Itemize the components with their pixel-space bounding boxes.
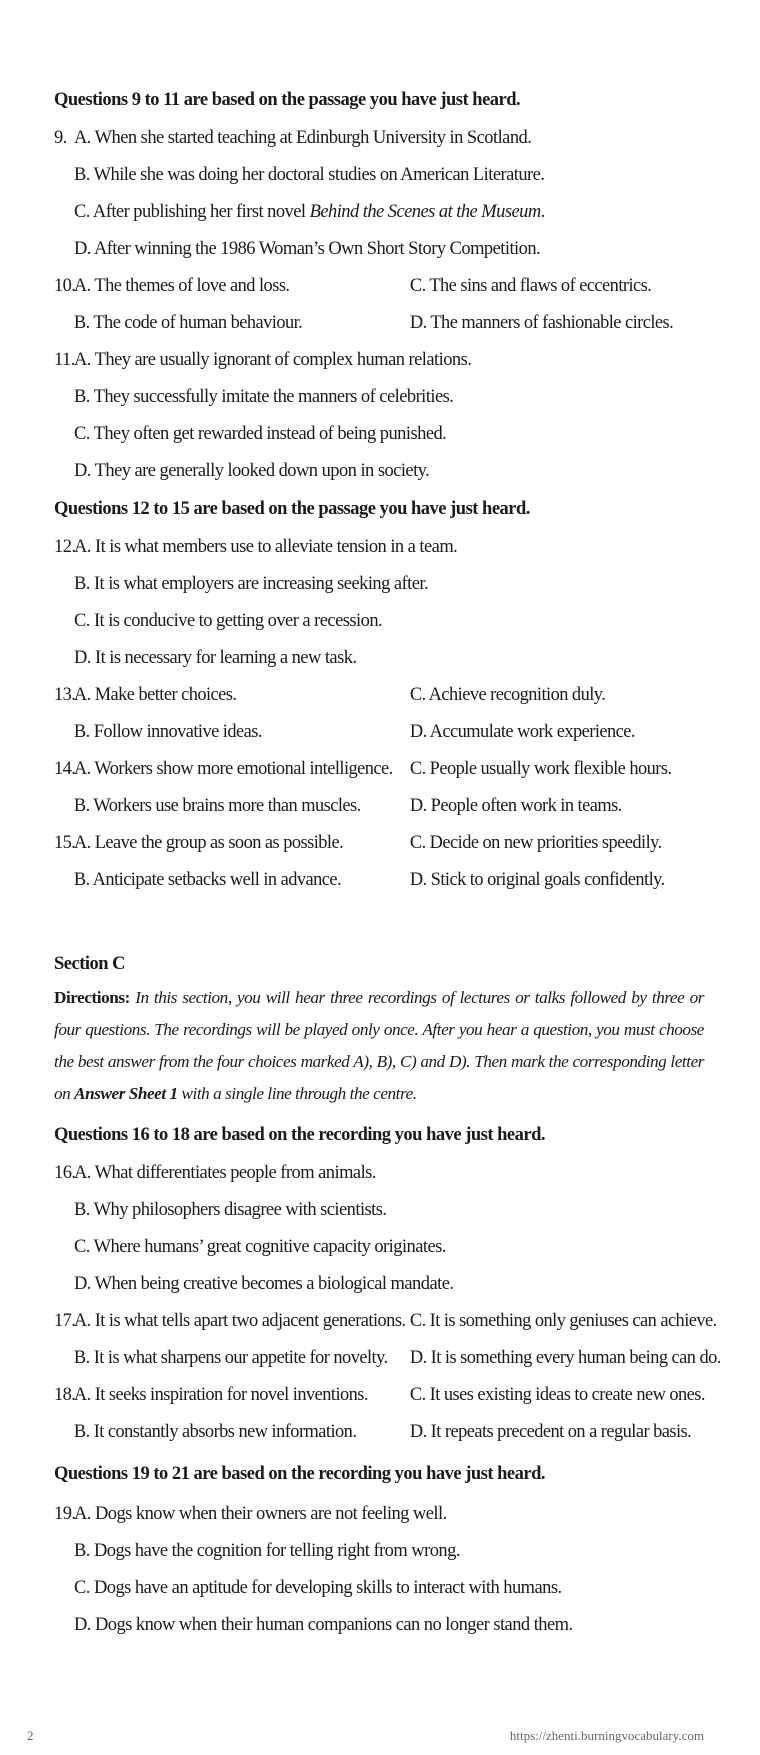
question-number: 11. [54, 350, 75, 370]
question-16-option-b: B. Why philosophers disagree with scientists. [74, 1200, 387, 1220]
question-number: 10. [54, 276, 76, 296]
question-18-row-2: B. It constantly absorbs new information. D. It repeats precedent on a regular basis. [73, 1422, 692, 1442]
question-12-option-a: 12.A. It is what members use to alleviate tension in a team. [54, 532, 457, 562]
section-heading-q19-21: Questions 19 to 21 are based on the recording you have just heard. [54, 1464, 546, 1484]
question-13-row-1: 13.A. Make better choices. C. Achieve recognition duly. [54, 680, 730, 710]
question-number: 16. [54, 1163, 76, 1183]
section-c-title: Section C [54, 954, 126, 974]
section-heading-q12-15: Questions 12 to 15 are based on the passage you have just heard. [54, 499, 530, 519]
question-number: 14. [54, 759, 76, 779]
question-17-row-1: 17.A. It is what tells apart two adjacent generations. C. It is something only geniuses can achieve. [54, 1306, 730, 1336]
question-15-row-1: 15.A. Leave the group as soon as possible. C. Decide on new priorities speedily. [54, 828, 730, 858]
question-19-option-d: D. Dogs know when their human companions can no longer stand them. [74, 1615, 573, 1635]
footer-url[interactable]: https://zhenti.burningvocabulary.com [509, 1728, 704, 1743]
question-number: 18. [54, 1385, 76, 1405]
question-16-option-a: 16.A. What differentiates people from animals. [54, 1158, 376, 1188]
section-heading-q9-11: Questions 9 to 11 are based on the passage you have just heard. [54, 90, 521, 110]
question-12-option-d: D. It is necessary for learning a new task. [74, 648, 357, 668]
question-10-row-2: B. The code of human behaviour. D. The manners of fashionable circles. [73, 313, 674, 333]
question-18-row-1: 18.A. It seeks inspiration for novel inventions. C. It uses existing ideas to create new ones. [54, 1380, 730, 1410]
answer-sheet-ref: Answer Sheet 1 [74, 1084, 178, 1103]
question-number: 15. [54, 833, 76, 853]
question-number: 12. [54, 537, 76, 557]
question-13-row-2: B. Follow innovative ideas. D. Accumulate work experience. [73, 722, 635, 742]
question-9-option-d: D. After winning the 1986 Woman’s Own Short Story Competition. [74, 239, 541, 259]
question-14-row-1: 14.A. Workers show more emotional intelligence. C. People usually work flexible hours. [54, 754, 730, 784]
question-10-row-1: 10.A. The themes of love and loss. C. The sins and flaws of eccentrics. [54, 271, 730, 301]
question-14-row-2: B. Workers use brains more than muscles. D. People often work in teams. [73, 796, 622, 816]
question-19-option-c: C. Dogs have an aptitude for developing skills to interact with humans. [74, 1578, 562, 1598]
question-12-option-b: B. It is what employers are increasing seeking after. [74, 574, 429, 594]
question-9-option-c: C. After publishing her first novel Behind the Scenes at the Museum. [74, 202, 545, 222]
directions-label: Directions: [54, 988, 130, 1007]
question-12-option-c: C. It is conducive to getting over a recession. [74, 611, 383, 631]
section-c-directions: Directions: In this section, you will hear three recordings of lectures or talks followed by three or four questions. The recordings will be played only once. After you hear a question, you must choose the best answer from the four choices marked A), B), C) and D). Then mark the corresponding letter on Answer Sheet 1 with a single line through the centre. [54, 988, 704, 1103]
novel-title: Behind the Scenes at the Museum [309, 202, 541, 222]
question-number: 9. [54, 128, 67, 148]
question-number: 13. [54, 685, 76, 705]
question-17-row-2: B. It is what sharpens our appetite for novelty. D. It is something every human being can do. [73, 1348, 721, 1368]
question-number: 19. [54, 1504, 76, 1524]
question-11-option-c: C. They often get rewarded instead of being punished. [74, 424, 447, 444]
question-11-option-a: 11.A. They are usually ignorant of complex human relations. [54, 345, 471, 375]
question-9-option-a: 9. A. When she started teaching at Edinburgh University in Scotland. [54, 123, 531, 153]
question-19-option-a: 19.A. Dogs know when their owners are not feeling well. [54, 1499, 447, 1529]
question-11-option-b: B. They successfully imitate the manners of celebrities. [74, 387, 454, 407]
question-9-option-b: B. While she was doing her doctoral studies on American Literature. [74, 165, 545, 185]
question-number: 17. [54, 1311, 76, 1331]
question-16-option-c: C. Where humans’ great cognitive capacity originates. [74, 1237, 446, 1257]
question-19-option-b: B. Dogs have the cognition for telling right from wrong. [74, 1541, 460, 1561]
page-number: 2 [27, 1728, 34, 1743]
question-16-option-d: D. When being creative becomes a biological mandate. [74, 1274, 454, 1294]
question-11-option-d: D. They are generally looked down upon in society. [74, 461, 430, 481]
question-15-row-2: B. Anticipate setbacks well in advance. D. Stick to original goals confidently. [73, 870, 665, 890]
section-heading-q16-18: Questions 16 to 18 are based on the recording you have just heard. [54, 1125, 546, 1145]
